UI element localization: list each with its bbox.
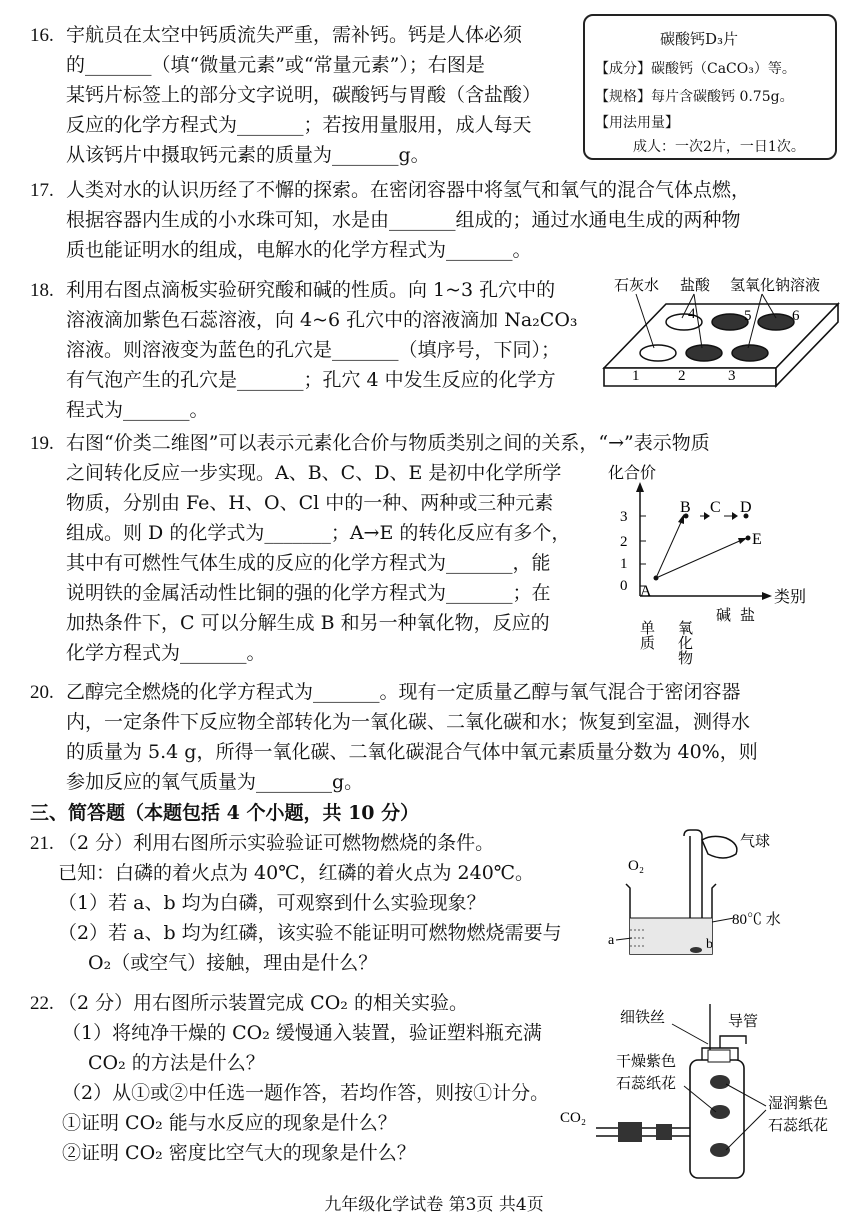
hole-6: 6 — [792, 308, 800, 324]
q21-line: 已知：白磷的着火点为 40℃，红磷的着火点为 240℃。 — [58, 862, 535, 884]
label-spec: 【规格】每片含碳酸钙 0.75g。 — [595, 89, 794, 105]
q21-line: （2 分）利用右图所示实验验证可燃物燃烧的条件。 — [58, 832, 495, 854]
q22-line: ②证明 CO₂ 密度比空气大的现象是什么？ — [62, 1142, 416, 1164]
q19-line: 物质，分别由 Fe、H、O、Cl 中的一种、两种或三种元素 — [66, 492, 554, 514]
q16-line: 反应的化学方程式为_______；若按用量服用，成人每天 — [66, 114, 532, 136]
q17-line: 质也能证明水的组成，电解水的化学方程式为_______。 — [66, 239, 532, 261]
label-usage-title: 【用法用量】 — [595, 115, 679, 131]
label-a: a — [608, 933, 615, 948]
q22-number: 22. — [30, 993, 54, 1014]
co2-inlet-label: CO₂ — [560, 1110, 587, 1126]
q18-line: 利用右图点滴板实验研究酸和碱的性质。向 1~3 孔穴中的 — [66, 279, 556, 301]
q18-line: 有气泡产生的孔穴是_______；孔穴 4 中发生反应的化学方 — [66, 369, 556, 391]
balloon-label: 气球 — [740, 834, 771, 850]
q18-line: 溶液。则溶液变为蓝色的孔穴是_______（填序号，下同）； — [66, 339, 561, 361]
spot-label-hcl: 盐酸 — [680, 278, 711, 294]
q16-line: 宇航员在太空中钙质流失严重，需补钙。钙是人体必须 — [66, 24, 523, 46]
q18-line: 程式为_______。 — [66, 399, 209, 421]
spot-label-limewater: 石灰水 — [614, 278, 660, 294]
q21-line: （1）若 a、b 均为白磷，可观察到什么实验现象？ — [58, 892, 486, 914]
hole-1: 1 — [632, 368, 640, 384]
q18-line: 溶液滴加紫色石蕊溶液，向 4~6 孔穴中的溶液滴加 Na₂CO₃ — [66, 309, 578, 331]
point-c-label: C — [710, 499, 721, 516]
label-b: b — [706, 937, 713, 952]
wet-paper-label-2: 石蕊纸花 — [768, 1118, 829, 1134]
q19-number: 19. — [30, 433, 54, 454]
o2-label: O₂ — [628, 858, 645, 874]
wet-paper-label-1: 湿润紫色 — [768, 1096, 829, 1112]
x-category-1 — [638, 620, 655, 651]
q19-line: 组成。则 D 的化学式为_______；A→E 的转化反应有多个， — [66, 522, 571, 544]
point-a-label: A — [640, 583, 652, 600]
q20-line: 内，一定条件下反应物全部转化为一氧化碳、二氧化碳和水；恢复到室温，测得水 — [66, 711, 751, 733]
q16-text — [66, 20, 541, 170]
valence-class-diagram — [600, 458, 810, 673]
q18-number: 18. — [30, 280, 54, 301]
q16-number: 16. — [30, 25, 54, 46]
q22-text — [58, 988, 549, 1168]
diagram-x-label: 类别 — [774, 589, 807, 606]
q17-line: 根据容器内生成的小水珠可知，水是由_______组成的；通过水通电生成的两种物 — [66, 209, 741, 231]
dry-paper-label-2: 石蕊纸花 — [616, 1076, 677, 1092]
q22-line: ①证明 CO₂ 能与水反应的现象是什么？ — [62, 1112, 397, 1134]
q20-line: 乙醇完全燃烧的化学方程式为_______。现有一定质量乙醇与氧气混合于密闭容器 — [66, 681, 741, 703]
q20-number: 20. — [30, 682, 54, 703]
q18-text — [66, 275, 578, 425]
y-tick: 2 — [620, 534, 628, 550]
spot-label-naoh: 氢氧化钠溶液 — [730, 278, 821, 294]
q21-line: （2）若 a、b 均为红磷，该实验不能证明可燃物燃烧需要与 — [58, 922, 562, 944]
q22-line: （2 分）用右图所示装置完成 CO₂ 的相关实验。 — [58, 992, 468, 1014]
q21-number: 21. — [30, 833, 54, 854]
label-usage: 成人：一次2片，一日1次。 — [633, 139, 805, 155]
q19-line: 之间转化反应一步实现。A、B、C、D、E 是初中化学所学 — [66, 462, 562, 484]
svg-text:碱: 碱 — [716, 608, 732, 624]
svg-text:氧化物: 氧化物 — [676, 620, 692, 665]
calcium-label-box — [583, 14, 837, 160]
x-category-3 — [716, 607, 731, 624]
q19-line: 说明铁的金属活动性比铜的强的化学方程式为_______；在 — [66, 582, 551, 604]
q22-line: （2）从①或②中任选一题作答，若均作答，则按①计分。 — [62, 1082, 550, 1104]
wire-label: 细铁丝 — [620, 1010, 666, 1026]
q19-line: 加热条件下，C 可以分解生成 B 和另一种氧化物，反应的 — [66, 612, 550, 634]
combustion-experiment-figure — [600, 826, 781, 966]
q16-line: 某钙片标签上的部分文字说明，碳酸钙与胃酸（含盐酸） — [66, 84, 542, 106]
q16-line: 的_______（填“微量元素”或“常量元素”）；右图是 — [66, 54, 485, 76]
point-e-label: E — [752, 531, 762, 548]
y-tick: 0 — [620, 578, 628, 594]
q20-text — [66, 677, 758, 797]
diagram-y-label: 化合价 — [608, 465, 657, 482]
water-label: 80℃ 水 — [732, 912, 781, 928]
q22-line: CO₂ 的方法是什么？ — [88, 1052, 265, 1074]
page-footer: 九年级化学试卷 第3页 共4页 — [324, 1195, 544, 1215]
point-b-label: B — [680, 499, 691, 516]
svg-text:盐: 盐 — [740, 608, 756, 624]
x-category-4 — [740, 606, 755, 624]
tube-label: 导管 — [728, 1014, 759, 1030]
q19-line: 右图“价类二维图”可以表示元素化合价与物质类别之间的关系，“→”表示物质 — [66, 432, 710, 454]
q16-line: 从该钙片中摄取钙元素的质量为_______g。 — [66, 144, 430, 166]
hole-3: 3 — [728, 368, 736, 384]
label-title: 碳酸钙D₃片 — [660, 30, 739, 48]
q17-number: 17. — [30, 180, 54, 201]
q21-text — [58, 828, 562, 978]
x-category-2 — [676, 620, 693, 666]
y-tick: 1 — [620, 556, 628, 572]
dry-paper-label-1: 干燥紫色 — [616, 1054, 677, 1070]
section-3-heading: 三、简答题（本题包括 4 个小题，共 10 分） — [30, 802, 420, 824]
q17-text — [66, 175, 750, 265]
q19-line: 化学方程式为_______。 — [66, 642, 266, 664]
spot-plate-figure — [596, 270, 846, 400]
q17-line: 人类对水的认识历经了不懈的探索。在密闭容器中将氢气和氧气的混合气体点燃， — [66, 179, 751, 201]
q19-line: 其中有可燃性气体生成的反应的化学方程式为_______，能 — [66, 552, 551, 574]
hole-5: 5 — [744, 308, 752, 324]
q20-line: 参加反应的氧气质量为________g。 — [66, 771, 364, 793]
hole-2: 2 — [678, 368, 686, 384]
label-ingredient: 【成分】碳酸钙（CaCO₃）等。 — [595, 61, 796, 77]
hole-4: 4 — [688, 306, 696, 322]
q21-line: O₂（或空气）接触，理由是什么？ — [88, 952, 378, 974]
q22-line: （1）将纯净干燥的 CO₂ 缓慢通入装置，验证塑料瓶充满 — [62, 1022, 542, 1044]
co2-bottle-figure — [560, 1000, 860, 1185]
point-d-label: D — [740, 499, 752, 516]
q20-line: 的质量为 5.4 g，所得一氧化碳、二氧化碳混合气体中氧元素质量分数为 40%，则 — [66, 741, 758, 763]
svg-text:单质: 单质 — [638, 620, 654, 650]
y-tick: 3 — [620, 509, 628, 525]
